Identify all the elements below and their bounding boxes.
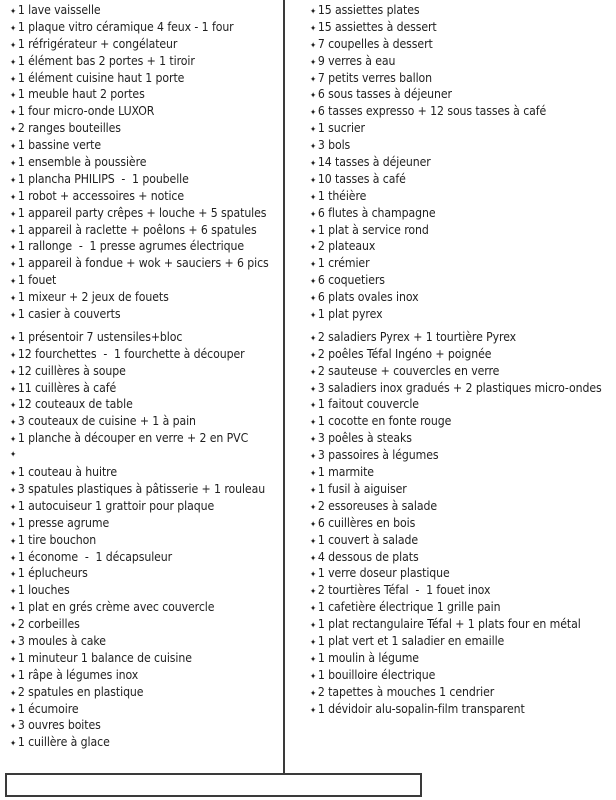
list-item-text: 1 louches	[17, 582, 70, 598]
list-item	[10, 684, 313, 701]
list-item	[10, 380, 313, 397]
bullet-icon: ✦	[310, 688, 317, 699]
list-item-text: 1 marmite	[317, 464, 374, 480]
list-item	[310, 222, 613, 239]
bullet-icon: ✦	[10, 485, 17, 496]
list-item-text: 1 plat vert et 1 saladier en emaille	[317, 632, 505, 648]
inventory-column-right	[310, 2, 613, 717]
bullet-icon: ✦	[10, 637, 17, 648]
bullet-icon: ✦	[310, 57, 317, 68]
list-item	[10, 701, 313, 718]
list-item-text: 1 sucrier	[317, 120, 365, 136]
list-item-text: 3 saladiers inox gradués + 2 plastiques micro-ondes	[317, 379, 602, 395]
list-item	[10, 633, 313, 650]
list-item	[10, 36, 313, 53]
list-item-text: 9 verres à eau	[317, 52, 396, 68]
list-group	[310, 329, 613, 717]
bullet-icon: ✦	[10, 142, 17, 153]
list-item	[10, 498, 313, 515]
list-item	[10, 120, 313, 137]
list-item	[10, 447, 313, 464]
list-item	[10, 238, 313, 255]
list-item	[310, 120, 613, 137]
bullet-icon: ✦	[10, 654, 17, 665]
list-item	[310, 481, 613, 498]
list-item	[310, 188, 613, 205]
bullet-icon: ✦	[310, 469, 317, 480]
bullet-icon: ✦	[310, 435, 317, 446]
list-item	[10, 306, 313, 323]
list-item	[310, 380, 613, 397]
list-item	[310, 532, 613, 549]
list-item	[310, 346, 613, 363]
list-item-text: 6 tasses expresso + 12 sous tasses à café	[317, 103, 547, 119]
bullet-icon: ✦	[10, 450, 17, 461]
bullet-icon: ✦	[310, 23, 317, 34]
list-item	[310, 582, 613, 599]
list-item-text: 1 ensemble à poussière	[17, 154, 147, 170]
bullet-icon: ✦	[10, 91, 17, 102]
list-item	[10, 53, 313, 70]
bullet-icon: ✦	[10, 570, 17, 581]
bullet-icon: ✦	[310, 175, 317, 186]
bullet-icon: ✦	[10, 502, 17, 513]
list-item-text: 1 économe - 1 décapsuleur	[17, 548, 173, 564]
list-item-text: 1 appareil à raclette + poêlons + 6 spatules	[17, 221, 257, 237]
list-item-text: 6 flutes à champagne	[317, 204, 436, 220]
list-item	[310, 103, 613, 120]
bullet-icon: ✦	[310, 40, 317, 51]
list-item	[310, 205, 613, 222]
bullet-icon: ✦	[310, 294, 317, 305]
list-item	[10, 616, 313, 633]
bullet-icon: ✦	[10, 384, 17, 395]
list-item	[310, 363, 613, 380]
bullet-icon: ✦	[10, 519, 17, 530]
list-item-text: 1 cocotte en fonte rouge	[317, 413, 452, 429]
list-item-text: 1 plat à service rond	[317, 221, 429, 237]
list-item	[310, 154, 613, 171]
list-item-text: 4 dessous de plats	[317, 548, 419, 564]
bullet-icon: ✦	[310, 637, 317, 648]
list-item	[310, 36, 613, 53]
bullet-icon: ✦	[10, 604, 17, 615]
list-item	[10, 289, 313, 306]
list-item-text: 1 crémier	[317, 255, 370, 271]
list-item-text: 2 saladiers Pyrex + 1 tourtière Pyrex	[317, 328, 517, 344]
bullet-icon: ✦	[310, 350, 317, 361]
bullet-icon: ✦	[10, 469, 17, 480]
list-item-text: 2 tourtières Téfal - 1 fouet inox	[317, 582, 491, 598]
list-item	[310, 255, 613, 272]
list-item-text: 1 verre doseur plastique	[317, 565, 450, 581]
list-item-text: 1 éplucheurs	[17, 565, 88, 581]
list-item-text: 1 cafetière électrique 1 grille pain	[317, 599, 501, 615]
list-item-text: 6 plats ovales inox	[317, 289, 419, 305]
bullet-icon: ✦	[10, 688, 17, 699]
list-item	[310, 413, 613, 430]
list-item-text: 2 poêles Téfal Ingéno + poignée	[317, 345, 492, 361]
list-item	[10, 599, 313, 616]
list-item-text: 1 casier à couverts	[17, 306, 121, 322]
list-item-text: 1 tire bouchon	[17, 531, 97, 547]
list-item	[310, 498, 613, 515]
list-item-text: 7 coupelles à dessert	[317, 35, 433, 51]
bullet-icon: ✦	[10, 243, 17, 254]
list-item-text: 1 écumoire	[17, 700, 79, 716]
bullet-icon: ✦	[310, 604, 317, 615]
bullet-icon: ✦	[10, 159, 17, 170]
list-item	[10, 515, 313, 532]
list-item-text: 15 assiettes plates	[317, 2, 420, 17]
list-item-text: 1 élément cuisine haut 1 porte	[17, 69, 185, 85]
bullet-icon: ✦	[310, 125, 317, 136]
bullet-icon: ✦	[310, 418, 317, 429]
bullet-icon: ✦	[10, 418, 17, 429]
list-item-text: 1 fouet	[17, 272, 57, 288]
list-item-text: 1 élément bas 2 portes + 1 tiroir	[17, 52, 195, 68]
list-item	[10, 650, 313, 667]
bullet-icon: ✦	[10, 277, 17, 288]
list-item	[310, 306, 613, 323]
bullet-icon: ✦	[10, 435, 17, 446]
list-item	[10, 396, 313, 413]
bullet-icon: ✦	[310, 654, 317, 665]
list-item	[310, 272, 613, 289]
list-item	[10, 464, 313, 481]
list-item-text: 1 planche à découper en verre + 2 en PVC	[17, 430, 249, 446]
list-item	[10, 70, 313, 87]
list-item-text: 1 plat rectangulaire Téfal + 1 plats four en métal	[317, 616, 581, 632]
list-item-text: 1 présentoir 7 ustensiles+bloc	[17, 328, 183, 344]
list-item	[10, 413, 313, 430]
list-item-text: 6 coquetiers	[317, 272, 385, 288]
list-item	[10, 103, 313, 120]
bullet-icon: ✦	[310, 142, 317, 153]
list-item	[10, 549, 313, 566]
list-item-text: 6 cuillères en bois	[317, 514, 416, 530]
bullet-icon: ✦	[310, 553, 317, 564]
bullet-icon: ✦	[10, 367, 17, 378]
list-item-text: 3 spatules plastiques à pâtisserie + 1 rouleau	[17, 480, 266, 496]
list-item-text: 6 sous tasses à déjeuner	[317, 86, 452, 102]
bullet-icon: ✦	[310, 519, 317, 530]
bullet-icon: ✦	[310, 705, 317, 716]
bullet-icon: ✦	[310, 74, 317, 85]
list-item-text: 1 râpe à légumes inox	[17, 666, 139, 682]
list-item	[10, 346, 313, 363]
list-item-text: 1 robot + accessoires + notice	[17, 187, 185, 203]
list-item-text: 3 moules à cake	[17, 632, 106, 648]
list-item-text: 2 plateaux	[317, 238, 376, 254]
bullet-icon: ✦	[310, 452, 317, 463]
list-item	[10, 565, 313, 582]
list-item	[10, 137, 313, 154]
list-item-text: 1 plat pyrex	[317, 306, 383, 322]
list-item	[10, 667, 313, 684]
list-item-text: 1 rallonge - 1 presse agrumes électrique	[17, 238, 244, 254]
list-item-text: 12 cuillères à soupe	[17, 362, 126, 378]
list-item	[310, 19, 613, 36]
bullet-icon: ✦	[10, 125, 17, 136]
list-item	[10, 329, 313, 346]
list-item-text: 1 faitout couvercle	[317, 396, 419, 412]
list-item	[310, 565, 613, 582]
list-item-text: 12 couteaux de table	[17, 396, 133, 412]
list-item-text: 1 théière	[317, 187, 367, 203]
list-item-text: 3 poêles à steaks	[317, 430, 412, 446]
bullet-icon: ✦	[10, 621, 17, 632]
bullet-icon: ✦	[310, 226, 317, 237]
bullet-icon: ✦	[10, 57, 17, 68]
bullet-icon: ✦	[10, 226, 17, 237]
list-group	[10, 2, 313, 323]
list-item	[310, 701, 613, 718]
list-item	[310, 599, 613, 616]
list-item	[310, 137, 613, 154]
list-item-text: 14 tasses à déjeuner	[317, 154, 431, 170]
bullet-icon: ✦	[10, 74, 17, 85]
list-item-text: 1 appareil party crêpes + louche + 5 spatules	[17, 204, 267, 220]
list-item-text: 15 assiettes à dessert	[317, 18, 437, 34]
inventory-column-left	[10, 2, 313, 751]
list-item-text: 1 fusil à aiguiser	[317, 480, 407, 496]
list-item-text: 1 plancha PHILIPS - 1 poubelle	[17, 170, 189, 186]
list-item	[310, 667, 613, 684]
list-item	[310, 329, 613, 346]
bullet-icon: ✦	[10, 23, 17, 34]
list-item	[10, 171, 313, 188]
list-item-text: 12 fourchettes - 1 fourchette à découper	[17, 345, 245, 361]
list-item	[310, 53, 613, 70]
bullet-icon: ✦	[10, 671, 17, 682]
list-item-text: 1 bouilloire électrique	[317, 666, 436, 682]
list-item	[310, 396, 613, 413]
bullet-icon: ✦	[10, 739, 17, 750]
bullet-icon: ✦	[310, 333, 317, 344]
list-item-text: 3 ouvres boites	[17, 717, 101, 733]
bullet-icon: ✦	[310, 277, 317, 288]
bullet-icon: ✦	[310, 311, 317, 322]
list-item-text: 1 mixeur + 2 jeux de fouets	[17, 289, 169, 305]
list-item-text: 1 bassine verte	[17, 137, 102, 153]
list-item-text: 1 four micro-onde LUXOR	[17, 103, 155, 119]
bullet-icon: ✦	[10, 108, 17, 119]
bullet-icon: ✦	[10, 40, 17, 51]
list-item	[10, 430, 313, 447]
list-item-text: 1 dévidoir alu-sopalin-film transparent	[317, 700, 525, 716]
list-item	[10, 2, 313, 19]
bullet-icon: ✦	[10, 333, 17, 344]
list-item-text: 3 passoires à légumes	[317, 447, 439, 463]
bullet-icon: ✦	[10, 175, 17, 186]
bullet-icon: ✦	[10, 311, 17, 322]
bullet-icon: ✦	[310, 209, 317, 220]
bullet-icon: ✦	[10, 401, 17, 412]
bullet-icon: ✦	[10, 536, 17, 547]
list-item	[10, 188, 313, 205]
bullet-icon: ✦	[310, 502, 317, 513]
bullet-icon: ✦	[310, 570, 317, 581]
list-item	[310, 447, 613, 464]
list-item	[310, 515, 613, 532]
list-item-text: 3 bols	[317, 137, 351, 153]
list-item-text: 2 spatules en plastique	[17, 683, 144, 699]
bullet-icon: ✦	[310, 485, 317, 496]
bullet-icon: ✦	[310, 587, 317, 598]
list-item-text: 1 presse agrume	[17, 514, 110, 530]
list-item-text: 1 meuble haut 2 portes	[17, 86, 145, 102]
list-item	[10, 481, 313, 498]
list-item-text: 1 moulin à légume	[317, 649, 419, 665]
list-item	[10, 255, 313, 272]
bullet-icon: ✦	[10, 192, 17, 203]
list-item	[310, 70, 613, 87]
list-item-text: 3 couteaux de cuisine + 1 à pain	[17, 413, 196, 429]
list-item	[310, 86, 613, 103]
list-item	[10, 734, 313, 751]
list-item	[10, 582, 313, 599]
bullet-icon: ✦	[10, 722, 17, 733]
list-item-text: 1 couteau à huitre	[17, 464, 118, 480]
bullet-icon: ✦	[310, 91, 317, 102]
bullet-icon: ✦	[310, 384, 317, 395]
list-item-text: 1 réfrigérateur + congélateur	[17, 35, 178, 51]
list-item	[310, 289, 613, 306]
bullet-icon: ✦	[10, 209, 17, 220]
bullet-icon: ✦	[10, 350, 17, 361]
bullet-icon: ✦	[10, 705, 17, 716]
list-item	[310, 633, 613, 650]
list-item	[310, 549, 613, 566]
bullet-icon: ✦	[310, 621, 317, 632]
list-item	[310, 616, 613, 633]
list-item	[10, 205, 313, 222]
footer-box	[5, 773, 422, 797]
bullet-icon: ✦	[10, 260, 17, 271]
bullet-icon: ✦	[10, 587, 17, 598]
list-item	[310, 464, 613, 481]
bullet-icon: ✦	[310, 7, 317, 17]
bullet-icon: ✦	[310, 536, 317, 547]
list-item	[310, 2, 613, 19]
list-item	[10, 363, 313, 380]
list-item-text: 1 appareil à fondue + wok + sauciers + 6 pics	[17, 255, 269, 271]
list-item-text: 11 cuillères à café	[17, 379, 117, 395]
list-item-text: 1 couvert à salade	[317, 531, 418, 547]
list-item-text: 2 tapettes à mouches 1 cendrier	[317, 683, 495, 699]
list-item	[310, 650, 613, 667]
list-item-text: 1 autocuiseur 1 grattoir pour plaque	[17, 497, 215, 513]
list-item-text: 2 corbeilles	[17, 616, 80, 632]
column-divider-line	[283, 0, 285, 773]
bullet-icon: ✦	[10, 7, 17, 17]
bullet-icon: ✦	[310, 243, 317, 254]
list-item	[10, 717, 313, 734]
list-item-text: 2 essoreuses à salade	[317, 497, 437, 513]
list-item	[10, 154, 313, 171]
bullet-icon: ✦	[310, 159, 317, 170]
list-item	[310, 684, 613, 701]
list-item	[310, 171, 613, 188]
bullet-icon: ✦	[310, 108, 317, 119]
list-group	[310, 2, 613, 323]
list-item-text: 10 tasses à café	[317, 170, 406, 186]
list-item-text: 7 petits verres ballon	[317, 69, 433, 85]
bullet-icon: ✦	[310, 671, 317, 682]
list-item-text: 2 ranges bouteilles	[17, 120, 121, 136]
list-item-text: 1 plat en grés crème avec couvercle	[17, 599, 215, 615]
list-item	[10, 272, 313, 289]
list-item-text: 1 cuillère à glace	[17, 734, 110, 750]
bullet-icon: ✦	[10, 294, 17, 305]
list-item	[310, 430, 613, 447]
list-item	[10, 86, 313, 103]
list-item-text: 2 sauteuse + couvercles en verre	[317, 362, 500, 378]
list-item	[10, 222, 313, 239]
bullet-icon: ✦	[10, 553, 17, 564]
bullet-icon: ✦	[310, 367, 317, 378]
list-item	[10, 19, 313, 36]
list-item-text: 1 plaque vitro céramique 4 feux - 1 four	[17, 18, 234, 34]
bullet-icon: ✦	[310, 260, 317, 271]
list-item	[310, 238, 613, 255]
list-item-text: 1 minuteur 1 balance de cuisine	[17, 649, 192, 665]
list-item	[10, 532, 313, 549]
bullet-icon: ✦	[310, 192, 317, 203]
bullet-icon: ✦	[310, 401, 317, 412]
list-item-text: 1 lave vaisselle	[17, 2, 101, 17]
list-group	[10, 329, 313, 751]
